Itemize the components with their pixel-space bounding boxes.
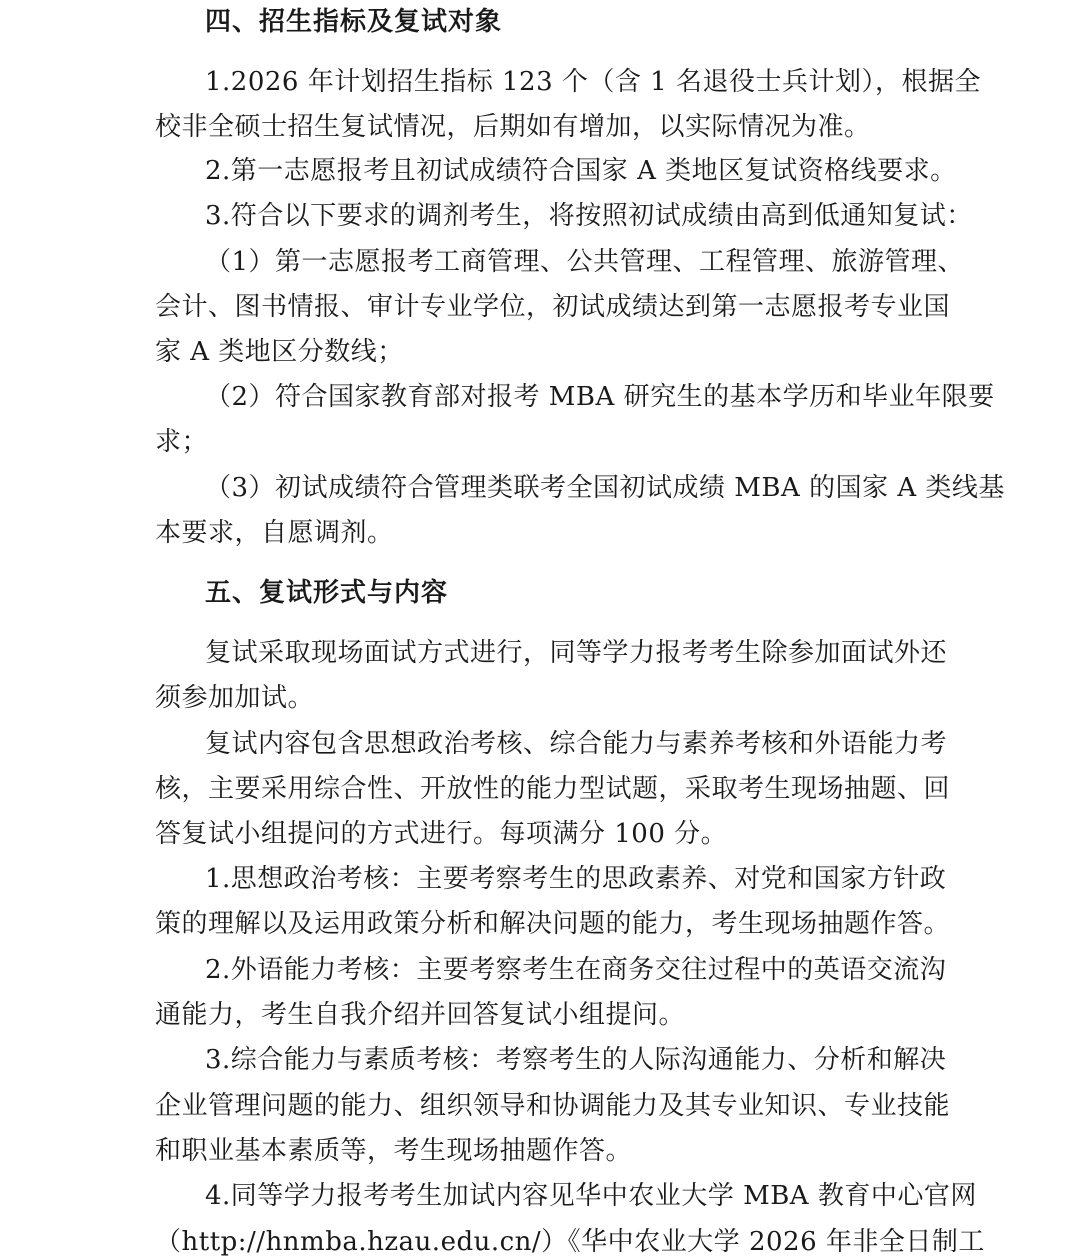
paragraph-line: 家 A 类地区分数线； [155, 337, 404, 367]
paragraph-line: 校非全硕士招生复试情况，后期如有增加，以实际情况为准。 [155, 112, 871, 142]
paragraph-line: 2.第一志愿报考且初试成绩符合国家 A 类地区复试资格线要求。 [205, 156, 957, 186]
paragraph-line: 和职业基本素质等，考生现场抽题作答。 [155, 1136, 633, 1166]
paragraph-line: 策的理解以及运用政策分析和解决问题的能力，考生现场抽题作答。 [155, 909, 951, 939]
paragraph-line: （1）第一志愿报考工商管理、公共管理、工程管理、旅游管理、 [205, 247, 965, 277]
paragraph-line: （3）初试成绩符合管理类联考全国初试成绩 MBA 的国家 A 类线基 [205, 473, 1005, 503]
paragraph-line: 企业管理问题的能力、组织领导和协调能力及其专业知识、专业技能 [155, 1091, 951, 1121]
paragraph-line: 3.符合以下要求的调剂考生，将按照初试成绩由高到低通知复试： [205, 201, 973, 231]
paragraph-line: （2）符合国家教育部对报考 MBA 研究生的基本学历和毕业年限要 [205, 382, 995, 412]
paragraph-line: 1.思想政治考核：主要考察考生的思政素养、对党和国家方针政 [205, 864, 947, 894]
paragraph-line: 通能力，考生自我介绍并回答复试小组提问。 [155, 1000, 686, 1030]
section-5-heading: 五、复试形式与内容 [205, 578, 449, 608]
paragraph-line: 复试内容包含思想政治考核、综合能力与素养考核和外语能力考 [205, 729, 948, 759]
paragraph-line: 2.外语能力考核：主要考察考生在商务交往过程中的英语交流沟 [205, 955, 947, 985]
paragraph-line: （http://hnmba.hzau.edu.cn/）《华中农业大学 2026 年非全日制工 [155, 1227, 985, 1257]
paragraph-line: 核，主要采用综合性、开放性的能力型试题，采取考生现场抽题、回 [155, 774, 951, 804]
section-4-heading: 四、招生指标及复试对象 [205, 7, 503, 37]
paragraph-line: 本要求，自愿调剂。 [155, 518, 394, 548]
paragraph-line: 3.综合能力与素质考核：考察考生的人际沟通能力、分析和解决 [205, 1045, 947, 1075]
paragraph-line: 1.2026 年计划招生指标 123 个（含 1 名退役士兵计划），根据全 [205, 67, 981, 97]
paragraph-line: 4.同等学力报考考生加试内容见华中农业大学 MBA 教育中心官网 [205, 1181, 977, 1211]
paragraph-line: 答复试小组提问的方式进行。每项满分 100 分。 [155, 819, 728, 849]
paragraph-line: 会计、图书情报、审计专业学位，初试成绩达到第一志愿报考专业国 [155, 292, 951, 322]
paragraph-line: 复试采取现场面试方式进行，同等学力报考考生除参加面试外还 [205, 638, 948, 668]
paragraph-line: 求； [155, 427, 209, 457]
paragraph-line: 须参加加试。 [155, 683, 315, 713]
